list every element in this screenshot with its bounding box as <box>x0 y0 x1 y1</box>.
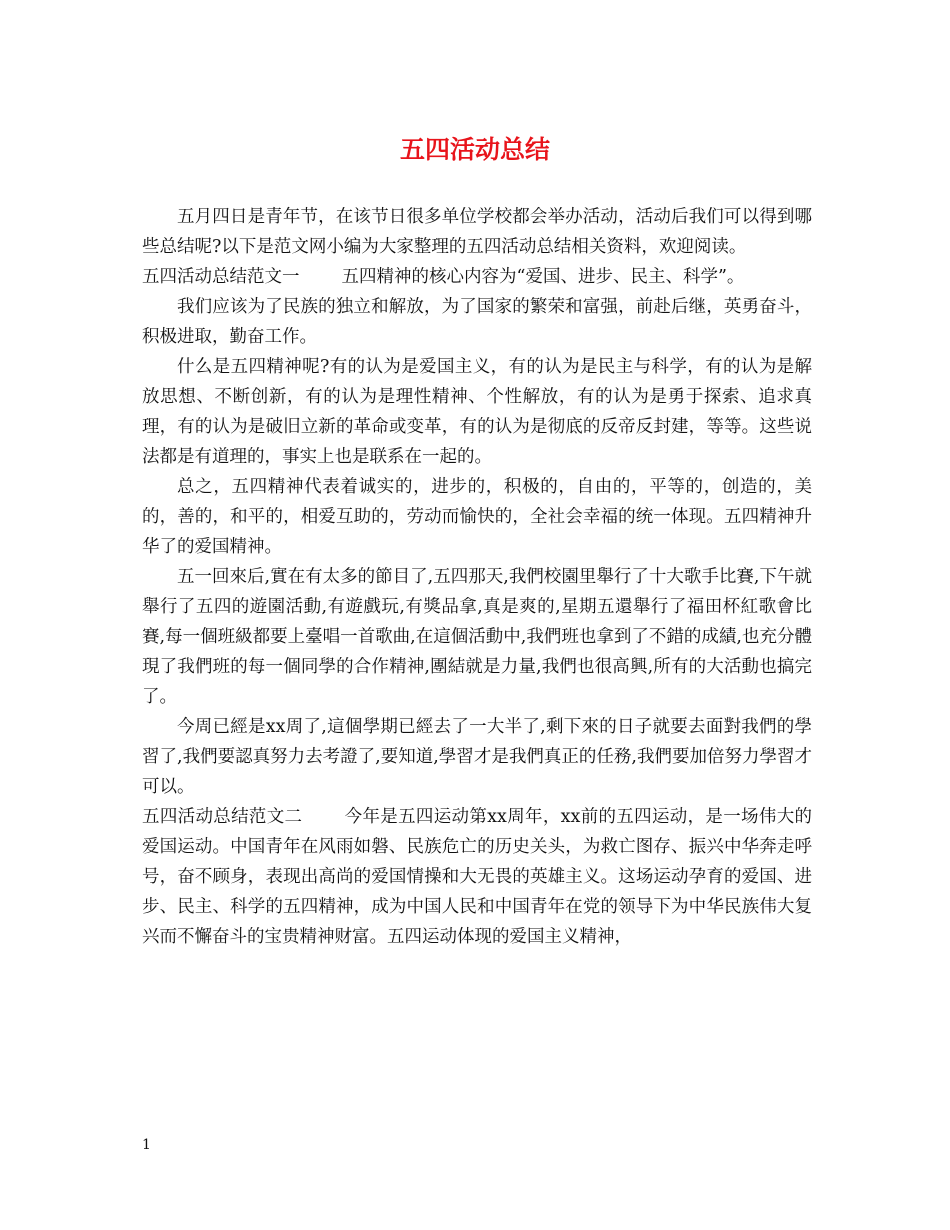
paragraph-sample-one <box>142 262 812 292</box>
paragraph-campus-events: 五一回來后,實在有太多的節目了,五四那天,我們校園里舉行了十大歌手比賽,下午就舉行了五四的遊園活動,有遊戲玩,有獎品拿,真是爽的,星期五還舉行了福田杯紅歌會比賽,每一個班級都要上臺唱一首歌曲,在這個活動中,我們班也拿到了不錯的成績,也充分體現了我們班的每一個同學的合作精神,團結就是力量,我們也很高興,所有的大活動也搞完了。 <box>142 567 812 707</box>
document-body <box>142 202 812 952</box>
page-number: 1 <box>142 1137 151 1153</box>
paragraph-study-plan: 今周已經是xx周了,這個學期已經去了一大半了,剩下來的日子就要去面對我們的學習了,我們要認真努力去考證了,要知道,學習才是我們真正的任務,我們要加倍努力學習才可以。 <box>142 717 812 797</box>
paragraph-intro: 五月四日是青年节，在该节日很多单位学校都会举办活动，活动后我们可以得到哪些总结呢?以下是范文网小编为大家整理的五四活动总结相关资料，欢迎阅读。 <box>142 207 812 257</box>
paragraph-conclusion: 总之，五四精神代表着诚实的，进步的，积极的，自由的，平等的，创造的，美的，善的，和平的，相爱互助的，劳动而愉快的，全社会幸福的统一体现。五四精神升华了的爱国精神。 <box>142 477 812 557</box>
sample-two-text: 今年是五四运动第xx周年，xx前的五四运动，是一场伟大的爱国运动。中国青年在风雨如磐、民族危亡的历史关头，为救亡图存、振兴中华奔走呼号，奋不顾身，表现出高尚的爱国情操和大无畏的英雄主义。这场运动孕育的爱国、进步、民主、科学的五四精神，成为中国人民和中国青年在党的领导下为中华民族伟大复兴而不懈奋斗的宝贵精神财富。五四运动体现的爱国主义精神， <box>142 807 813 947</box>
sample-one-lead-text: 五四精神的核心内容为“爱国、进步、民主、科学”。 <box>341 267 745 287</box>
paragraph-what-is-spirit: 什么是五四精神呢?有的认为是爱国主义，有的认为是民主与科学，有的认为是解放思想、不断创新，有的认为是理性精神、个性解放，有的认为是勇于探索、追求真理，有的认为是破旧立新的革命或变革，有的认为是彻底的反帝反封建，等等。这些说法都是有道理的，事实上也是联系在一起的。 <box>142 357 812 467</box>
section-heading-sample-one: 五四活动总结范文一 <box>142 267 300 287</box>
document-title: 五四活动总结 <box>399 135 550 164</box>
paragraph-sample-two <box>142 802 812 952</box>
section-heading-sample-two: 五四活动总结范文二 <box>142 807 303 827</box>
paragraph-ideals: 我们应该为了民族的独立和解放，为了国家的繁荣和富强，前赴后继，英勇奋斗，积极进取，勤奋工作。 <box>142 297 812 347</box>
